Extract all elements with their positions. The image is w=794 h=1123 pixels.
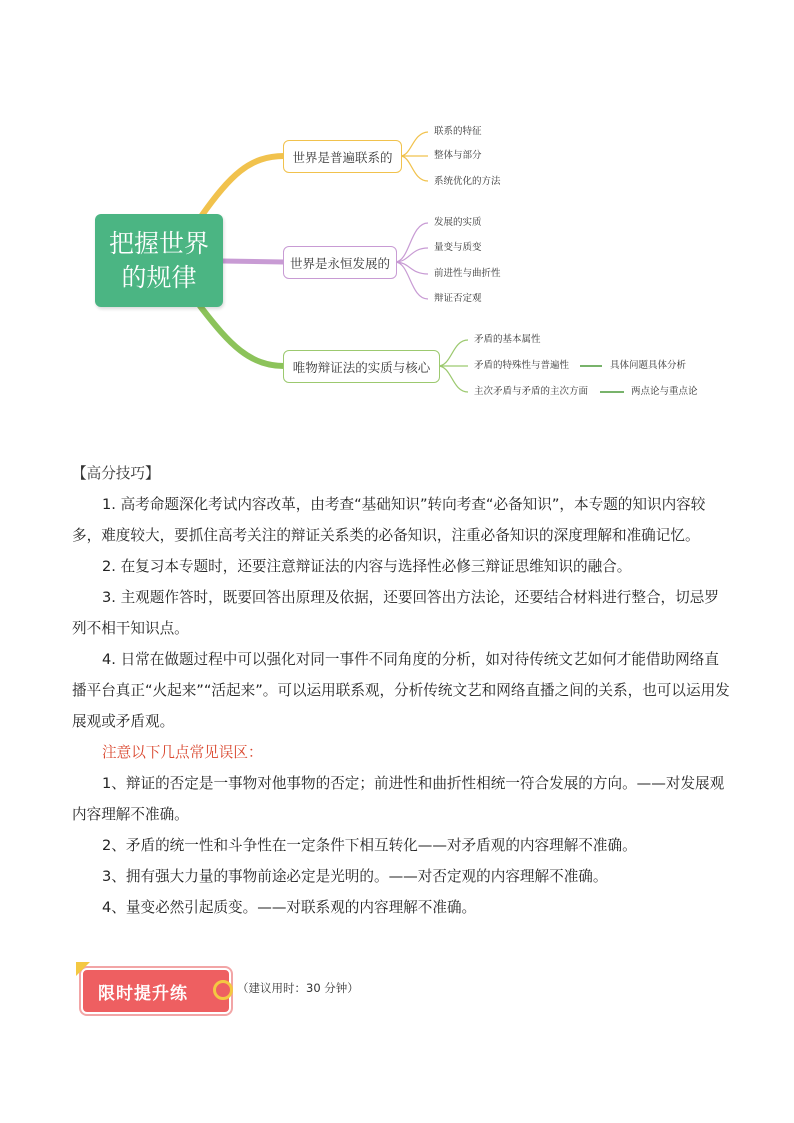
leaf-node: 辩证否定观 [434, 293, 482, 304]
leaf-node: 主次矛盾与矛盾的主次方面 [474, 386, 589, 397]
mistake-item: 3、拥有强大力量的事物前途必定是光明的。——对否定观的内容理解不准确。 [102, 868, 608, 885]
mistake-item: 4、量变必然引起质变。——对联系观的内容理解不准确。 [102, 899, 477, 916]
tip-paragraph: 2. 在复习本专题时，还要注意辩证法的内容与选择性必修三辩证思维知识的融合。 [102, 558, 632, 575]
leaf-node: 联系的特征 [434, 126, 482, 137]
leaf-node: 整体与部分 [434, 150, 482, 161]
badge-dot-icon [213, 980, 233, 1000]
central-node [95, 214, 223, 307]
leaf-node: 系统优化的方法 [434, 176, 501, 187]
tip-paragraph: 1. 高考命题深化考试内容改革，由考查“基础知识”转向考查“必备知识”，本专题的知识内容较多，难度较大，要抓住高考关注的辩证关系类的必备知识，注重必备知识的深度理解和准确记忆。 [72, 496, 706, 544]
leaf-node: 具体问题具体分析 [610, 360, 687, 371]
mistake-item: 2、矛盾的统一性和斗争性在一定条件下相互转化——对矛盾观的内容理解不准确。 [102, 837, 637, 854]
branch-node: 唯物辩证法的实质与核心 [283, 350, 440, 383]
branch-node: 世界是普遍联系的 [283, 140, 402, 173]
leaf-node: 两点论与重点论 [631, 386, 698, 397]
time-suggestion: （建议用时：30 分钟） [237, 981, 359, 995]
branch-node: 世界是永恒发展的 [283, 246, 397, 279]
leaf-node: 矛盾的特殊性与普遍性 [474, 360, 570, 371]
section-heading: 【高分技巧】 [72, 465, 160, 482]
leaf-node: 量变与质变 [434, 242, 482, 253]
practice-badge [76, 962, 236, 1014]
leaf-node: 发展的实质 [434, 217, 482, 228]
tips-section [72, 458, 732, 923]
tip-paragraph: 4. 日常在做题过程中可以强化对同一事件不同角度的分析，如对待传统文艺如何才能借助网络直播平台真正“火起来”“活起来”。可以运用联系观，分析传统文艺和网络直播之间的关系，也可以运用发展观或矛盾观。 [72, 651, 730, 730]
leaf-node: 矛盾的基本属性 [474, 334, 541, 345]
mind-map [0, 0, 794, 430]
central-node-label: 把握世界的规律 [108, 228, 209, 292]
badge-label: 限时提升练 [98, 984, 188, 1004]
leaf-node: 前进性与曲折性 [434, 268, 501, 279]
tip-paragraph: 3. 主观题作答时，既要回答出原理及依据，还要回答出方法论，还要结合材料进行整合，切忌罗列不相干知识点。 [72, 589, 719, 637]
badge-corner-decoration [76, 962, 90, 976]
mistake-item: 1、辩证的否定是一事物对他事物的否定；前进性和曲折性相统一符合发展的方向。——对发展观内容理解不准确。 [72, 775, 725, 823]
warning-title: 注意以下几点常见误区： [102, 744, 263, 761]
